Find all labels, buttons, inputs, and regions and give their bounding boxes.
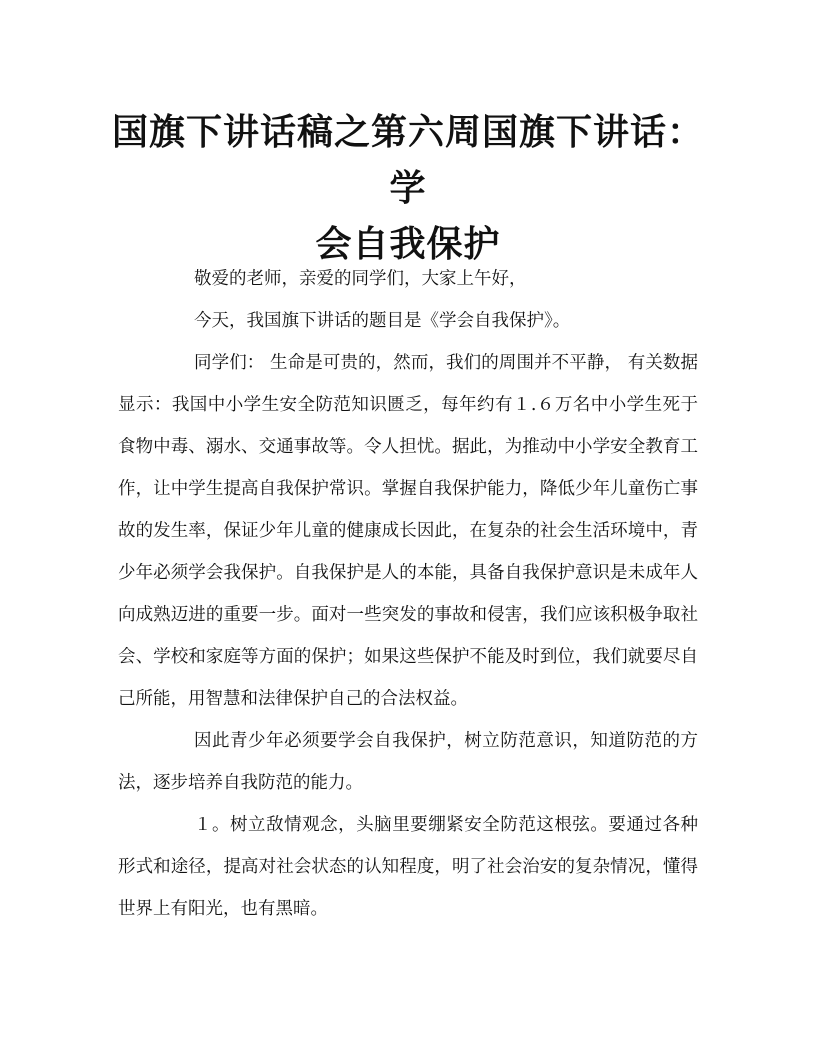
paragraph-point-1: １。树立敌情观念，头脑里要绷紧安全防范这根弦。要通过各种形式和途径，提高对社会状态的认知程度，明了社会治安的复杂情况，懂得世界上有阳光，也有黑暗。 [118, 815, 698, 919]
paragraph-topic: 今天，我国旗下讲话的题目是《学会自我保护》。 [194, 311, 571, 331]
paragraph-conclusion: 因此青少年必须要学会自我保护，树立防范意识，知道防范的方法，逐步培养自我防范的能力。 [118, 731, 698, 793]
title-line-2: 会自我保护 [315, 223, 501, 265]
document-title [100, 104, 716, 272]
document-body [118, 258, 698, 930]
paragraph-greeting: 敬爱的老师，亲爱的同学们，大家上午好， [194, 269, 527, 289]
title-line-1: 国旗下讲话稿之第六周国旗下讲话：学 [111, 111, 704, 209]
paragraph-main: 同学们： 生命是可贵的，然而，我们的周围并不平静， 有关数据显示：我国中小学生安全防范知识匮乏，每年约有１.６万名中小学生死于食物中毒、溺水、交通事故等。令人担忧。据此，为推动中小学安全教育工作，让中学生提高自我保护常识。掌握自我保护能力，降低少年儿童伤亡事故的发生率，保证少年儿童的健康成长因此，在复杂的社会生活环境中，青少年必须学会我保护。自我保护是人的本能，具备自我保护意识是未成年人向成熟迈进的重要一步。面对一些突发的事故和侵害，我们应该积极争取社会、学校和家庭等方面的保护；如果这些保护不能及时到位，我们就要尽自己所能，用智慧和法律保护自己的合法权益。 [118, 353, 698, 709]
